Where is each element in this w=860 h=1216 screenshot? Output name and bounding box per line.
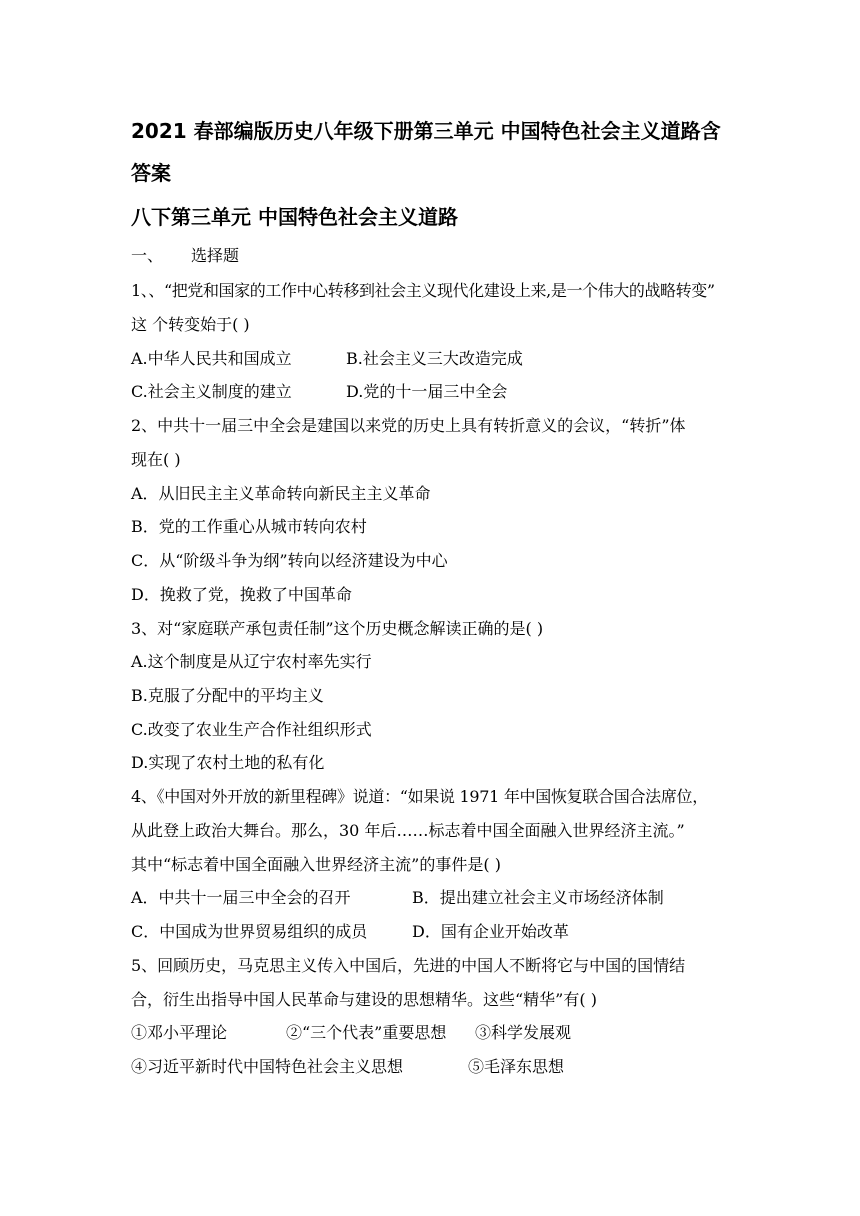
question-3-option-a: A.这个制度是从辽宁农村率先实行: [131, 652, 372, 671]
question-4-stem-line-2: 从此登上政治大舞台。那么，30 年后……标志着中国全面融入世界经济主流。”: [131, 821, 685, 840]
document-title-continued: 答案: [131, 161, 171, 185]
question-4-option-c: C．中国成为世界贸易组织的成员: [131, 922, 368, 941]
question-5-choice-3: ③科学发展观: [475, 1023, 572, 1042]
question-4-option-d: D．国有企业开始改革: [412, 922, 569, 941]
question-3-option-d: D.实现了农村土地的私有化: [131, 753, 325, 772]
question-3-option-b: B.克服了分配中的平均主义: [131, 686, 324, 705]
question-2-stem-line-2: 现在( ): [131, 450, 181, 469]
question-5-choice-5: ⑤毛泽东思想: [468, 1057, 565, 1076]
question-2-option-a: A．从旧民主主义革命转向新民主主义革命: [131, 484, 431, 503]
question-2-option-b: B．党的工作重心从城市转向农村: [131, 517, 367, 536]
question-3-option-c: C.改变了农业生产合作社组织形式: [131, 720, 372, 739]
question-1-option-b: B.社会主义三大改造完成: [346, 349, 523, 368]
question-1-option-a: A.中华人民共和国成立: [131, 349, 292, 368]
question-5-stem-line-1: 5、回顾历史，马克思主义传入中国后，先进的中国人不断将它与中国的国情结: [131, 956, 686, 975]
question-5-choice-2: ②“三个代表”重要思想: [286, 1023, 447, 1042]
section-number: 一、: [131, 246, 164, 265]
question-2-stem-line-1: 2、中共十一届三中全会是建国以来党的历史上具有转折意义的会议，“转折”体: [131, 416, 686, 435]
question-4-stem-line-1: 4、《中国对外开放的新里程碑》说道：“如果说 1971 年中国恢复联合国合法席位，: [131, 787, 708, 806]
question-2-option-c: C．从“阶级斗争为纲”转向以经济建设为中心: [131, 551, 448, 570]
question-5-choice-1: ①邓小平理论: [131, 1023, 228, 1042]
question-3-stem: 3、对“家庭联产承包责任制”这个历史概念解读正确的是( ): [131, 619, 544, 638]
question-2-option-d: D．挽救了党，挽救了中国革命: [131, 585, 352, 604]
question-1-option-d: D.党的十一届三中全会: [346, 382, 508, 401]
question-4-option-a: A．中共十一届三中全会的召开: [131, 888, 351, 907]
document-title: 2021 春部编版历史八年级下册第三单元 中国特色社会主义道路含: [131, 119, 721, 143]
question-5-choice-4: ④习近平新时代中国特色社会主义思想: [131, 1057, 404, 1076]
question-5-stem-line-2: 合，衍生出指导中国人民革命与建设的思想精华。这些“精华”有( ): [131, 990, 597, 1009]
document-subtitle: 八下第三单元 中国特色社会主义道路: [131, 205, 458, 229]
question-1-option-c: C.社会主义制度的建立: [131, 382, 292, 401]
question-4-option-b: B．提出建立社会主义市场经济体制: [412, 888, 664, 907]
question-1-stem-line-2: 这 个转变始于( ): [131, 315, 250, 334]
section-heading: 选择题: [191, 246, 240, 265]
question-4-stem-line-3: 其中“标志着中国全面融入世界经济主流”的事件是( ): [131, 855, 501, 874]
question-1-stem-line-1: 1、、“把党和国家的工作中心转移到社会主义现代化建设上来,是一个伟大的战略转变”: [131, 281, 715, 300]
